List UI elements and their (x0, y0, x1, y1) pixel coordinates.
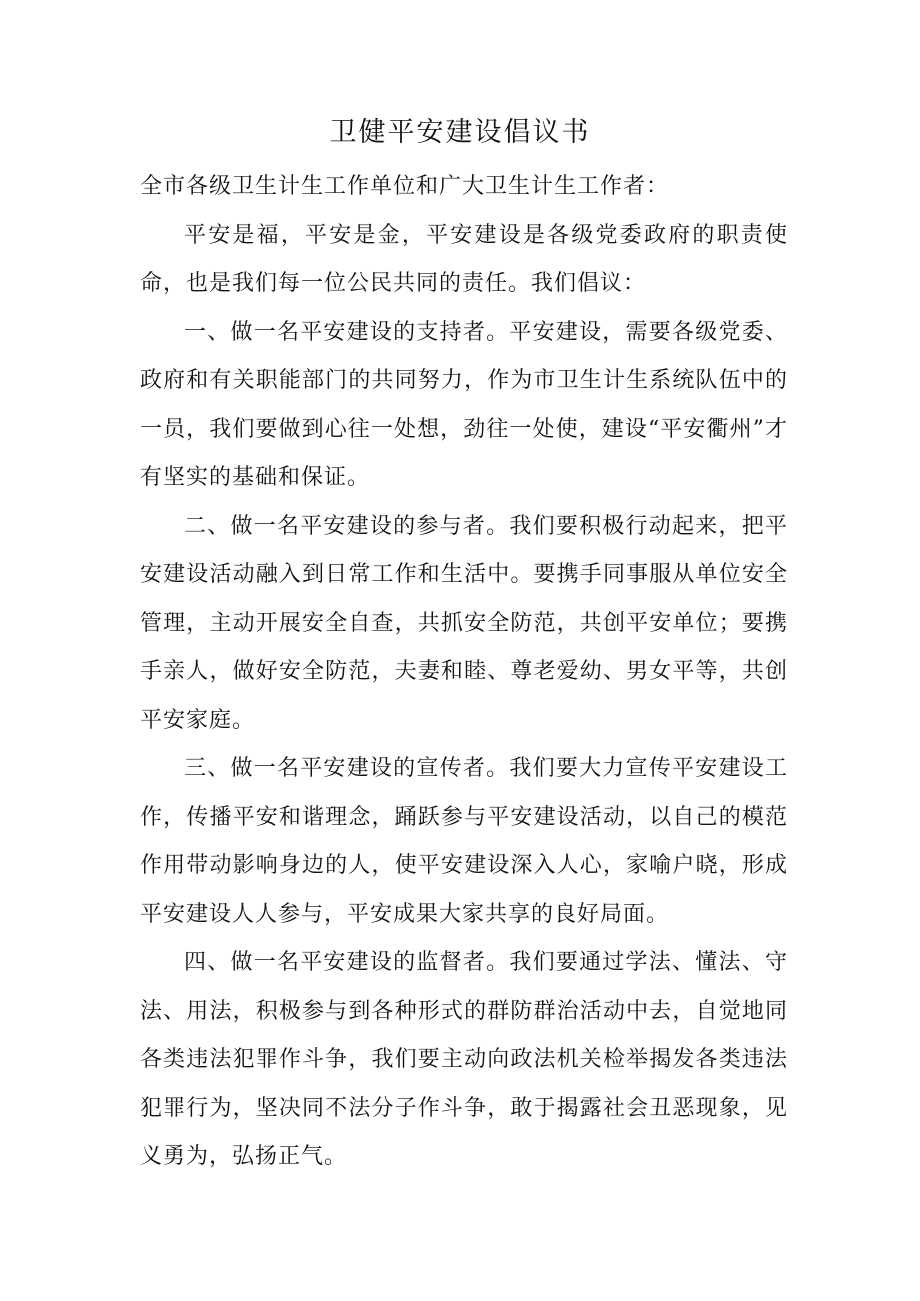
paragraph-participant: 二、做一名平安建设的参与者。我们要积极行动起来，把平安建设活动融入到日常工作和生活中。要携手同事服从单位安全管理，主动开展安全自查，共抓安全防范，共创平安单位；要携手亲人，做好安全防范，夫妻和睦、尊老爱幼、男女平等，共创平安家庭。 (140, 513, 788, 733)
document-title: 卫健平安建设倡议书 (329, 117, 591, 148)
document-body (140, 163, 788, 1182)
paragraph-supervisor: 四、做一名平安建设的监督者。我们要通过学法、懂法、守法、用法，积极参与到各种形式的群防群治活动中去，自觉地同各类违法犯罪作斗争，我们要主动向政法机关检举揭发各类违法犯罪行为，坚决同不法分子作斗争，敢于揭露社会丑恶现象，见义勇为，弘扬正气。 (140, 950, 788, 1169)
paragraph-promoter: 三、做一名平安建设的宣传者。我们要大力宣传平安建设工作，传播平安和谐理念，踊跃参与平安建设活动，以自己的模范作用带动影响身边的人，使平安建设深入人心，家喻户晓，形成平安建设人人参与，平安成果大家共享的良好局面。 (140, 756, 788, 927)
paragraph-supporter: 一、做一名平安建设的支持者。平安建设，需要各级党委、政府和有关职能部门的共同努力，作为市卫生计生系统队伍中的一员，我们要做到心往一处想，劲往一处使，建设“平安衢州”才有坚实的基础和保证。 (140, 319, 788, 490)
paragraph-intro: 平安是福，平安是金，平安建设是各级党委政府的职责使命，也是我们每一位公民共同的责任。我们倡议： (140, 222, 788, 296)
salutation: 全市各级卫生计生工作单位和广大卫生计生工作者： (140, 174, 670, 199)
